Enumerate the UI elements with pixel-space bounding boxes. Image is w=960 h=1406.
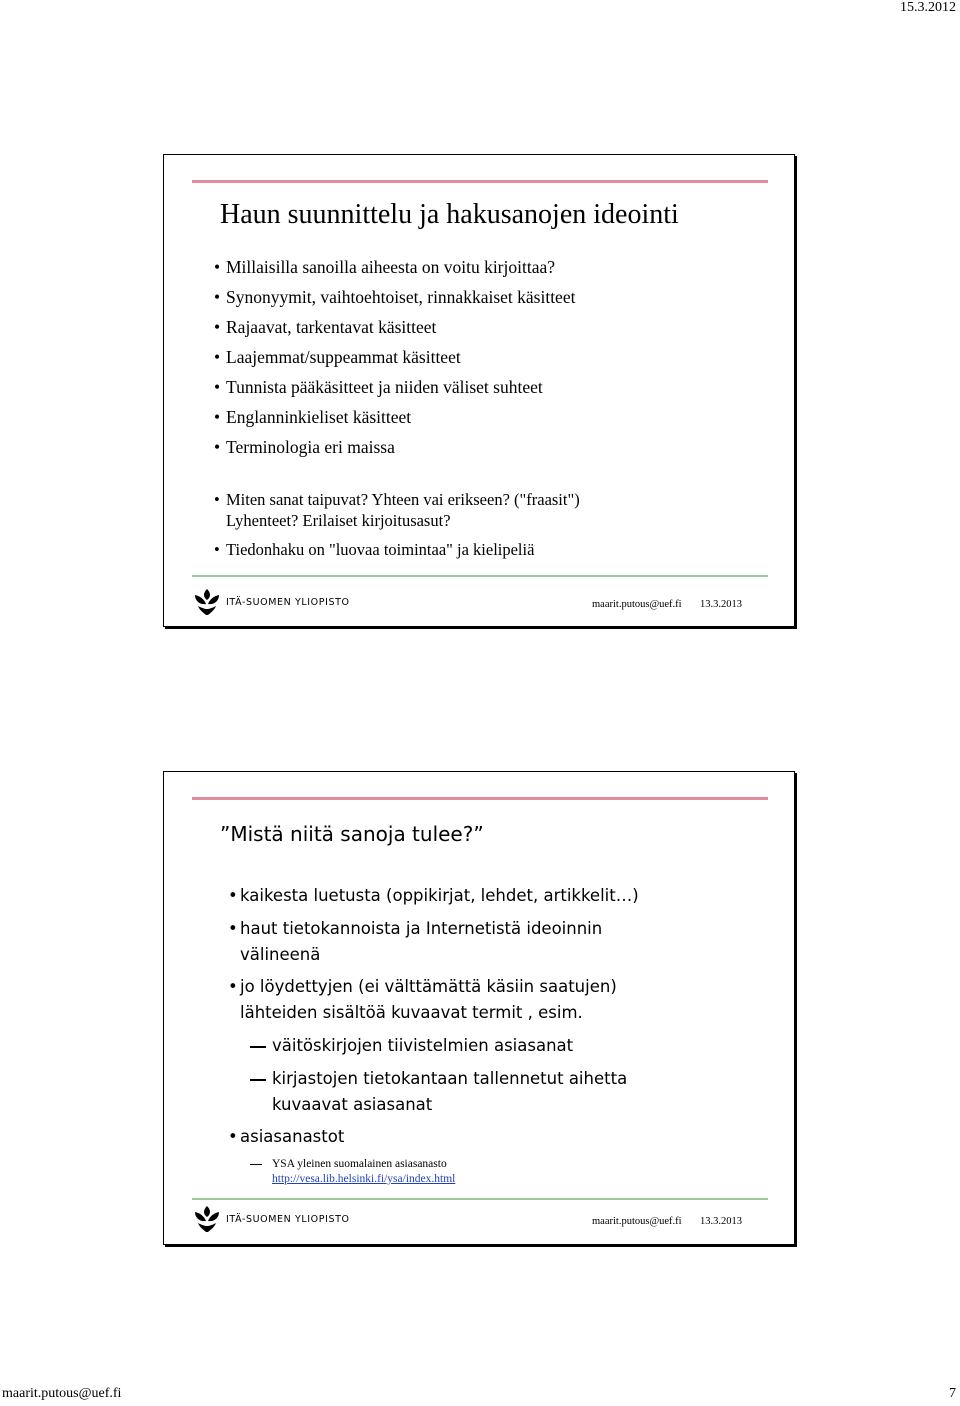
bullet-line: • kaikesta luetusta (oppikirjat, lehdet, artikkelit…) xyxy=(240,886,639,905)
leaf-logo-icon xyxy=(192,587,222,617)
slide-footer-rule xyxy=(192,1198,768,1200)
slide-footer-rule xyxy=(192,575,768,577)
bullet-item xyxy=(240,974,617,1026)
slide-1 xyxy=(163,154,795,627)
bullet-item xyxy=(240,883,639,909)
slide-2 xyxy=(163,771,795,1245)
slide-top-rule xyxy=(192,180,768,183)
bullet-item: • Tunnista pääkäsitteet ja niiden väliset suhteet xyxy=(226,377,543,398)
slide-top-rule xyxy=(192,797,768,800)
bullet-item: • Laajemmat/suppeammat käsitteet xyxy=(226,347,461,368)
dash-line: kirjastojen tietokantaan tallennetut aihetta xyxy=(272,1069,628,1088)
slide-footer-email: maarit.putous@uef.fi xyxy=(592,1216,682,1227)
dash-line: kuvaavat asiasanat xyxy=(272,1095,433,1114)
bullet-line: • jo löydettyjen (ei välttämättä käsiin saatujen) xyxy=(240,977,617,996)
slide-footer-email: maarit.putous@uef.fi xyxy=(592,599,682,610)
logo-text: ITÄ-SUOMEN YLIOPISTO xyxy=(226,597,350,608)
small-bullet-item xyxy=(226,489,580,531)
small-bullet-item xyxy=(226,539,534,560)
slide-footer-date: 13.3.2013 xyxy=(700,1216,742,1227)
dash-item xyxy=(272,1066,627,1118)
dash-line: väitöskirjojen tiivistelmien asiasanat xyxy=(272,1036,574,1055)
small-bullet-line: Lyhenteet? Erilaiset kirjoitusasut? xyxy=(226,511,451,530)
bullet-item: • Terminologia eri maissa xyxy=(226,437,395,458)
slide-title: Haun suunnittelu ja hakusanojen ideointi xyxy=(220,199,679,230)
bullet-line: välineenä xyxy=(240,945,321,964)
university-logo xyxy=(192,1204,362,1234)
small-bullet-line: • Tiedonhaku on "luovaa toimintaa" ja kielipeliä xyxy=(226,540,535,559)
page-footer-email: maarit.putous@uef.fi xyxy=(2,1386,122,1401)
sub-dash-text: YSA yleinen suomalainen asiasanasto xyxy=(272,1158,447,1170)
sub-dash-item xyxy=(272,1157,455,1187)
bullet-line: lähteiden sisältöä kuvaavat termit , esim. xyxy=(240,1003,583,1022)
slide-footer-date: 13.3.2013 xyxy=(700,599,742,610)
bullet-item: • Millaisilla sanoilla aiheesta on voitu kirjoittaa? xyxy=(226,257,555,278)
slide-title: ”Mistä niitä sanoja tulee?” xyxy=(220,822,484,846)
bullet-line: • asiasanastot xyxy=(240,1127,345,1146)
logo-text: ITÄ-SUOMEN YLIOPISTO xyxy=(226,1214,350,1225)
bullet-item xyxy=(240,916,602,968)
bullet-item: • Rajaavat, tarkentavat käsitteet xyxy=(226,317,436,338)
dash-item xyxy=(272,1033,573,1059)
bullet-item xyxy=(240,1124,344,1150)
page-number: 7 xyxy=(949,1386,956,1401)
ysa-link[interactable]: http://vesa.lib.helsinki.fi/ysa/index.html xyxy=(272,1173,456,1185)
bullet-line: • haut tietokannoista ja Internetistä ideoinnin xyxy=(240,919,603,938)
page-date: 15.3.2012 xyxy=(900,0,956,15)
leaf-logo-icon xyxy=(192,1204,222,1234)
bullet-item: • Synonyymit, vaihtoehtoiset, rinnakkaiset käsitteet xyxy=(226,287,575,308)
university-logo xyxy=(192,587,362,617)
bullet-item: • Englanninkieliset käsitteet xyxy=(226,407,411,428)
small-bullet-line: • Miten sanat taipuvat? Yhteen vai erikseen? ("fraasit") xyxy=(226,490,580,509)
